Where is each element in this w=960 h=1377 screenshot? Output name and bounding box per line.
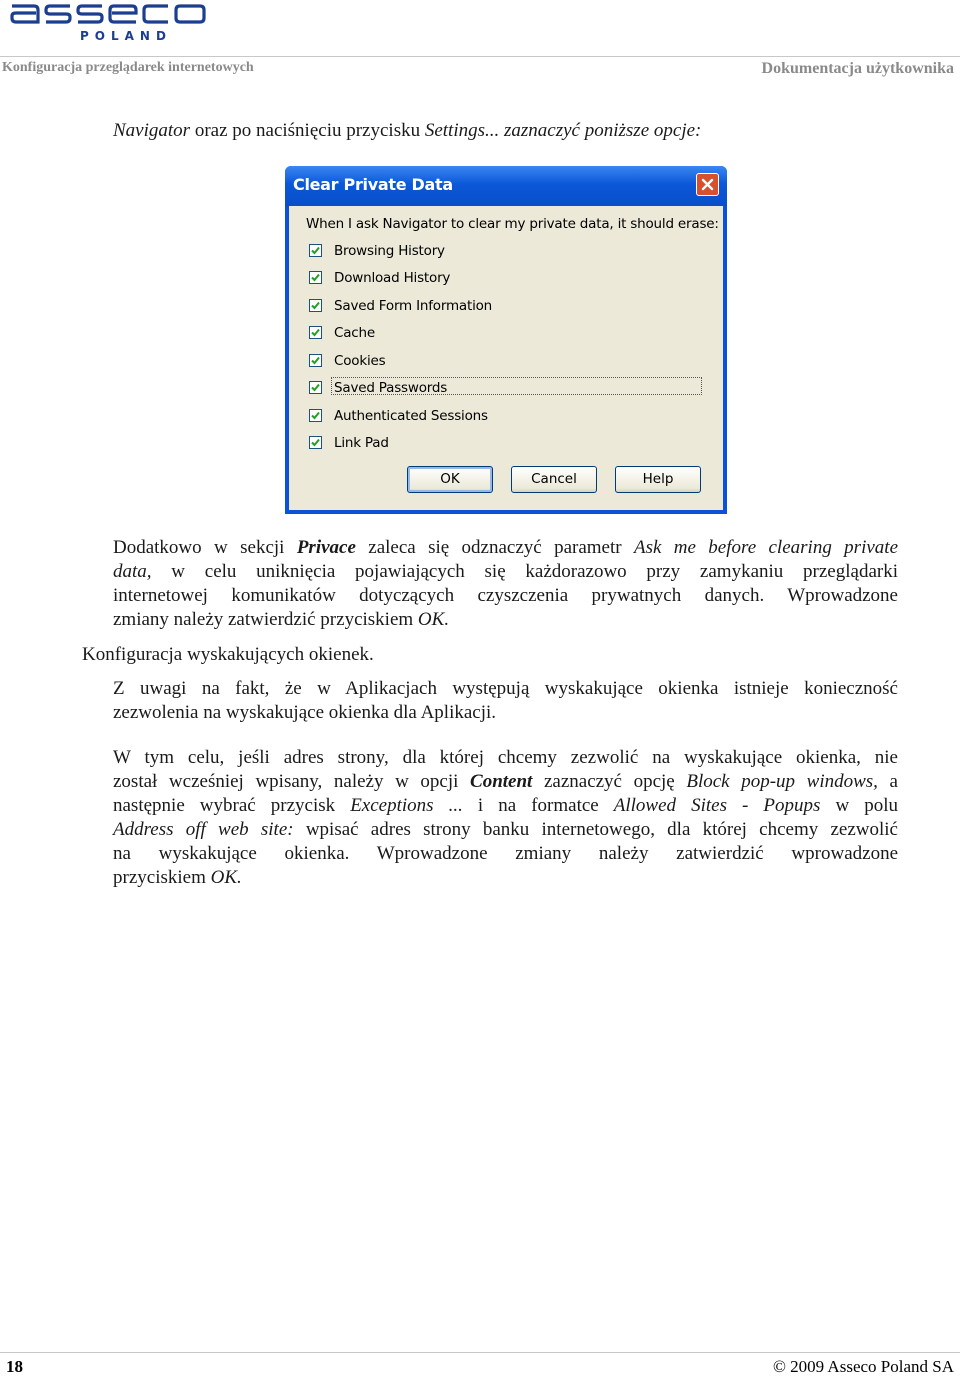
text-line: na wyskakujące okienka. Wprowadzone zmiany należy zatwierdzić wprowadzone: [113, 843, 898, 864]
text-run: zaznaczyć opcję: [532, 771, 687, 792]
data-term: data,: [113, 561, 152, 582]
checkmark-icon: [310, 382, 321, 393]
dialog-body: [289, 206, 723, 510]
text-line: [113, 608, 898, 632]
text-run: został wcześniej wpisany, należy w opcji: [113, 771, 471, 792]
footer-divider: [0, 1352, 960, 1353]
close-icon: [697, 174, 718, 195]
help-button[interactable]: Help: [615, 466, 701, 493]
text-run: zaleca się odznaczyć parametr: [355, 537, 634, 558]
popup-intro-paragraph: [113, 677, 898, 725]
text-run: w celu uniknięcia pojawiających się każdorazowo przy zamykaniu przeglądarki: [151, 561, 898, 582]
text-line: W tym celu, jeśli adres strony, dla której chcemy zezwolić na wyskakujące okienka, nie: [113, 747, 898, 768]
option-label: Authenticated Sessions: [334, 408, 488, 424]
option-label: Cache: [334, 325, 375, 341]
text-line: Z uwagi na fakt, że w Aplikacjach występują wyskakujące okienka istnieje konieczność: [113, 678, 898, 699]
ok-term: OK.: [210, 867, 242, 888]
svg-text:POLAND: POLAND: [80, 29, 172, 43]
text-run: przyciskiem: [113, 867, 211, 888]
option-label: Download History: [334, 270, 451, 286]
text-line: internetowej komunikatów dotyczących czyszczenia prywatnych danych. Wprowadzone: [113, 585, 898, 606]
dialog-title: Clear Private Data: [293, 175, 453, 194]
ok-button[interactable]: OK: [407, 466, 493, 493]
intro-navigator: Navigator: [113, 120, 191, 141]
allowed-sites-term: Allowed Sites - Popups: [613, 795, 821, 816]
text-run: a: [877, 771, 898, 792]
option-label: Browsing History: [334, 243, 445, 259]
header-divider: [0, 56, 960, 57]
checkbox[interactable]: [309, 326, 322, 339]
text-line: [113, 560, 898, 584]
text-line: [113, 818, 898, 842]
checkbox[interactable]: [309, 271, 322, 284]
checkmark-icon: [310, 245, 321, 256]
option-label: Saved Passwords: [334, 380, 448, 396]
checkmark-icon: [310, 300, 321, 311]
popup-instructions-paragraph: [113, 746, 898, 890]
checkbox[interactable]: [309, 436, 322, 449]
checkbox[interactable]: [309, 299, 322, 312]
section-heading: Konfiguracja wyskakujących okienek.: [82, 644, 374, 665]
close-button[interactable]: [696, 173, 719, 196]
header-document-type: Dokumentacja użytkownika: [761, 60, 954, 77]
checkmark-icon: [310, 327, 321, 338]
privace-term: Privace: [296, 537, 356, 558]
checkmark-icon: [310, 272, 321, 283]
option-label: Saved Form Information: [334, 298, 493, 314]
checkbox[interactable]: [309, 409, 322, 422]
page-number: 18: [6, 1357, 23, 1376]
header-document-section: Konfiguracja przeglądarek internetowych: [2, 60, 254, 75]
checkmark-icon: [310, 437, 321, 448]
block-popup-term: Block pop-up windows,: [686, 771, 878, 792]
content-term: Content: [470, 771, 533, 792]
intro-paragraph: [113, 119, 903, 143]
text-line: zezwolenia na wyskakujące okienka dla Aplikacji.: [113, 702, 497, 723]
cancel-button[interactable]: Cancel: [511, 466, 597, 493]
checkmark-icon: [310, 355, 321, 366]
checkbox[interactable]: [309, 244, 322, 257]
option-label: Link Pad: [334, 435, 389, 451]
text-run: zmiany należy zatwierdzić przyciskiem: [113, 609, 418, 630]
text-run: w polu: [820, 795, 899, 816]
dialog-prompt: When I ask Navigator to clear my private data, it should erase:: [306, 216, 719, 232]
privacy-paragraph: [113, 536, 898, 632]
address-term: Address off web site:: [113, 819, 294, 840]
option-label: Cookies: [334, 353, 386, 369]
asseco-poland-logo: [8, 0, 238, 44]
text-line: [113, 536, 898, 560]
checkbox[interactable]: [309, 381, 322, 394]
checkmark-icon: [310, 410, 321, 421]
intro-settings: Settings... zaznaczyć poniższe opcje:: [424, 120, 702, 141]
ask-me-term: Ask me before clearing private: [633, 537, 898, 558]
text-run: i na formatce: [462, 795, 614, 816]
text-run: następnie wybrać przycisk: [113, 795, 351, 816]
dialog-title-bar: [285, 166, 727, 206]
text-run: wpisać adres strony banku internetowego, dla której chcemy zezwolić: [293, 819, 898, 840]
clear-private-data-dialog: [285, 166, 727, 514]
ok-term: OK.: [417, 609, 450, 630]
text-run: Dodatkowo w sekcji: [113, 537, 297, 558]
exceptions-term: Exceptions ...: [350, 795, 463, 816]
checkbox[interactable]: [309, 354, 322, 367]
intro-text: oraz po naciśnięciu przycisku: [190, 120, 425, 141]
copyright: © 2009 Asseco Poland SA: [772, 1357, 954, 1376]
text-line: [113, 866, 898, 890]
text-line: [113, 794, 898, 818]
text-line: [113, 770, 898, 794]
